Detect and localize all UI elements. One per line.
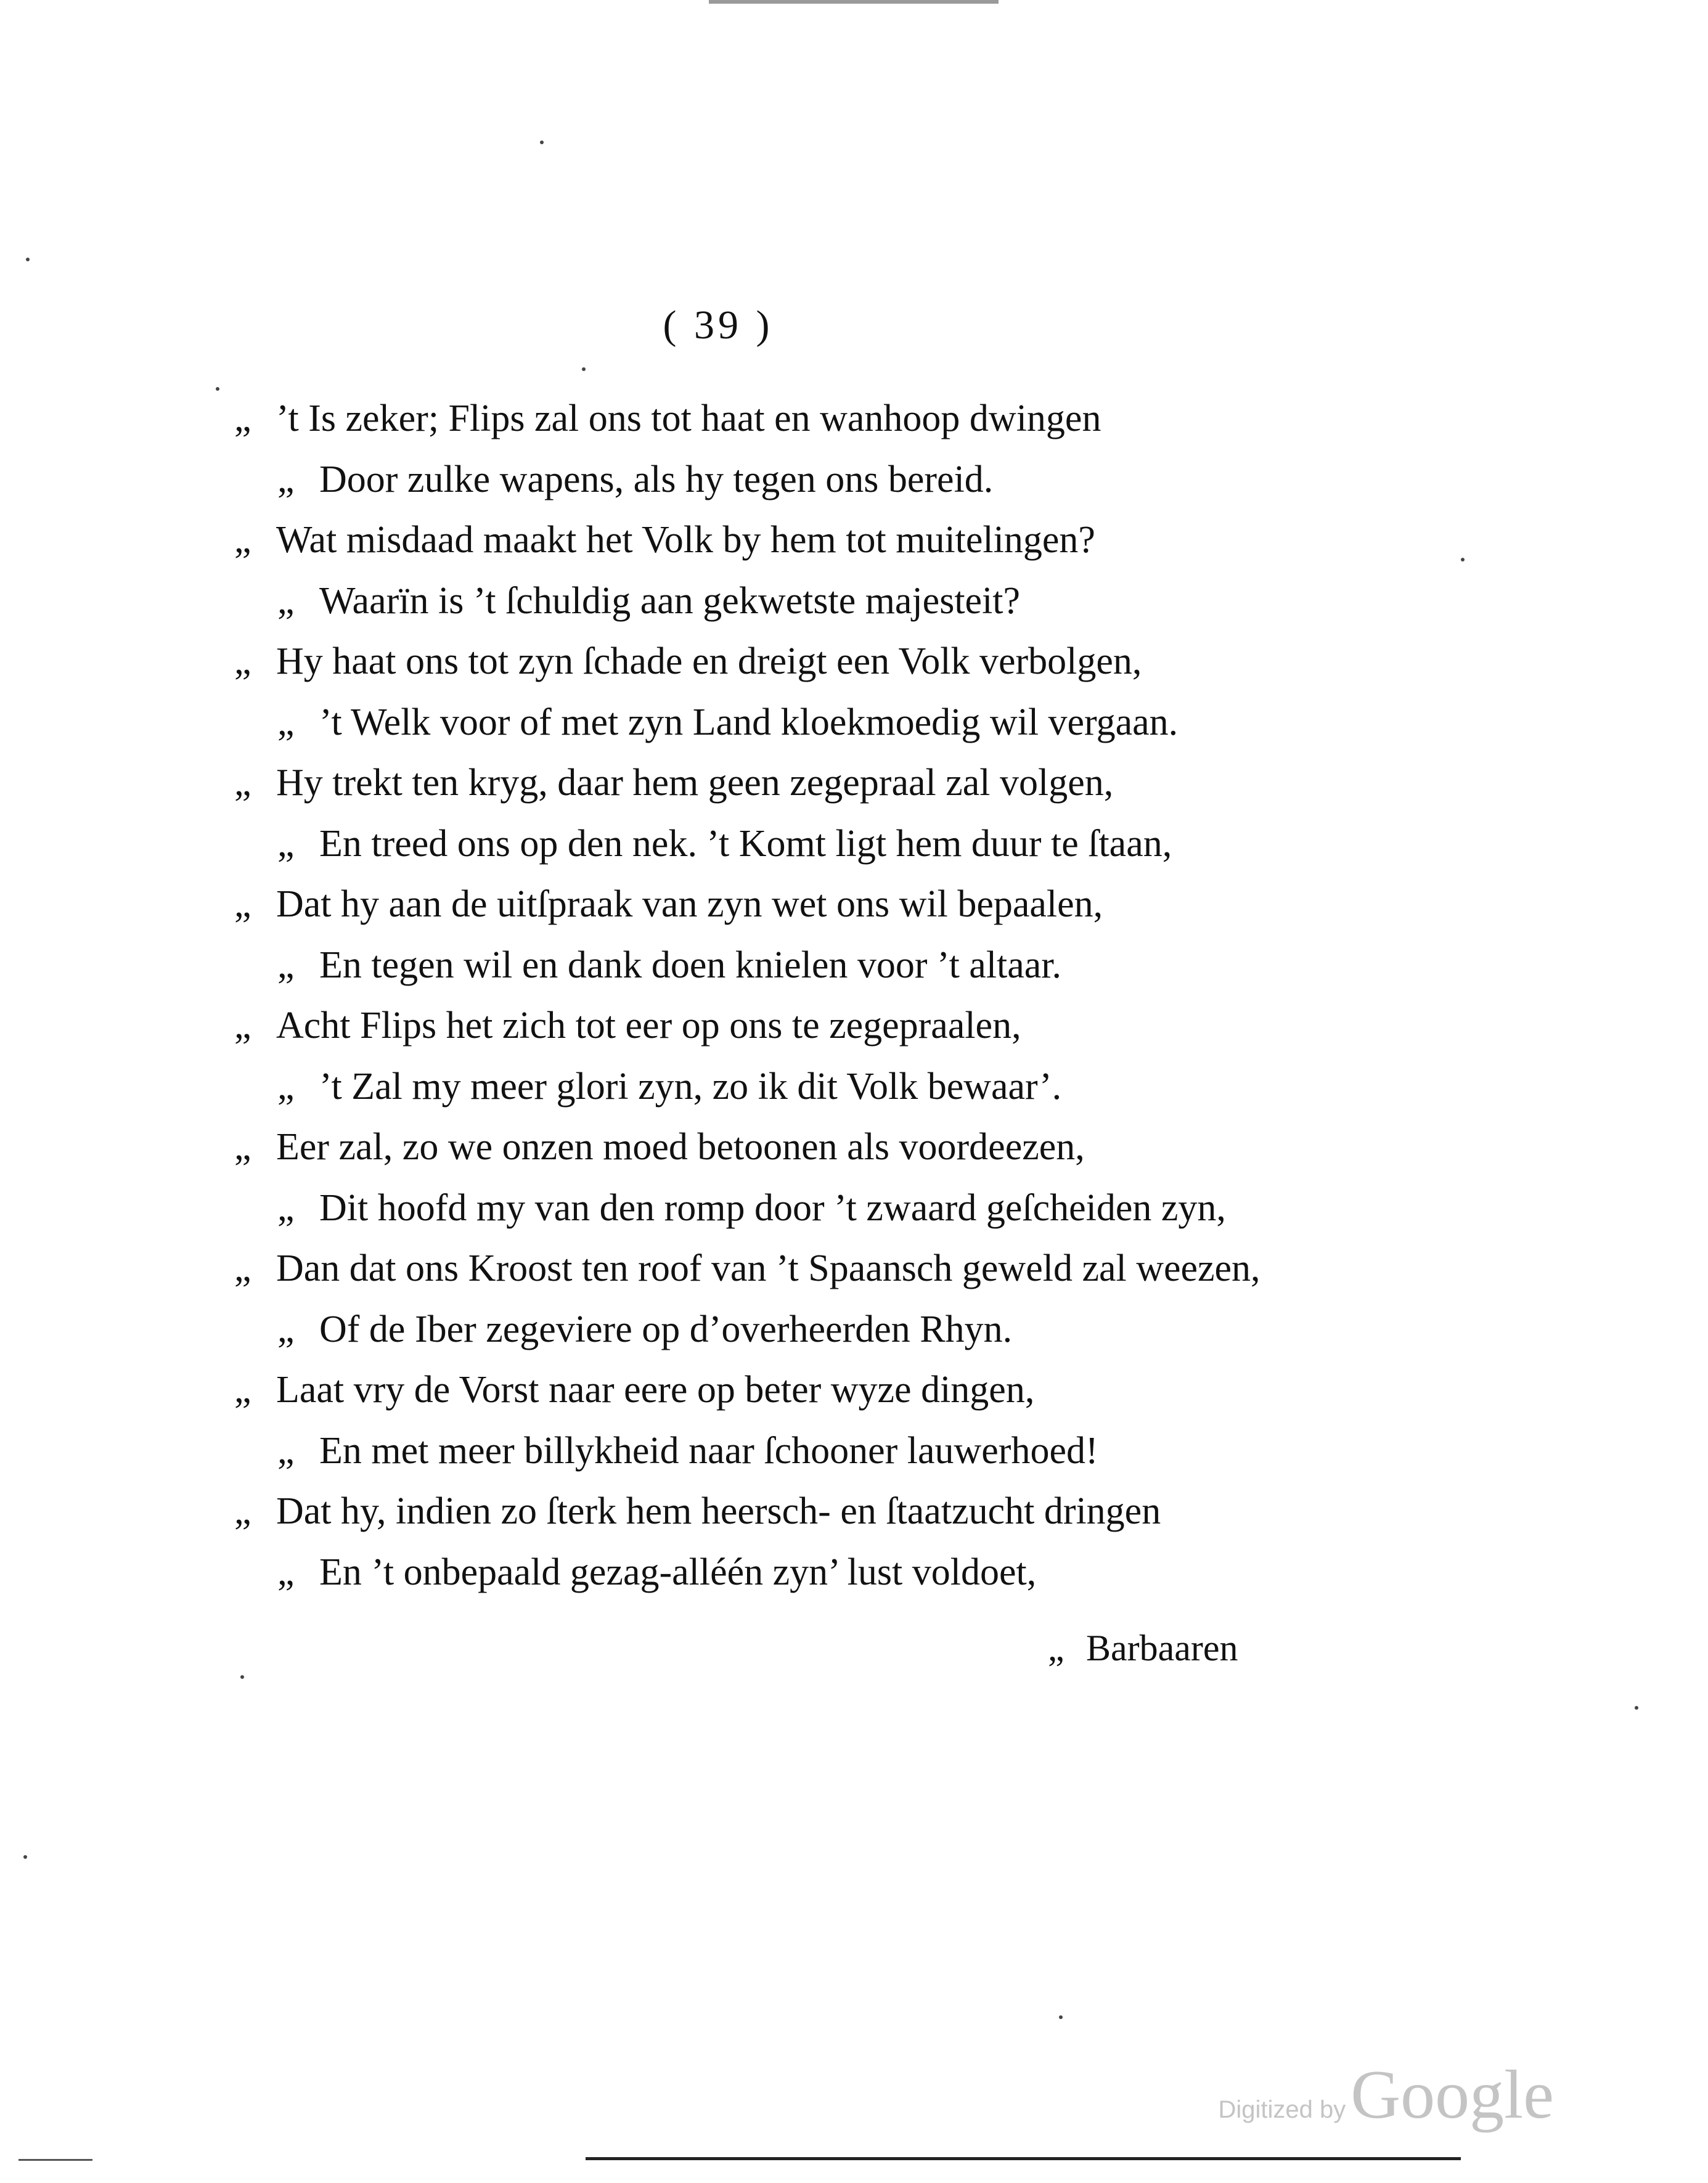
quote-mark: „ <box>234 519 251 561</box>
poem-line <box>234 692 1282 753</box>
poem-line <box>234 571 1282 632</box>
quote-mark: „ <box>234 883 251 925</box>
page-speck <box>23 1855 27 1859</box>
poem-line <box>234 1360 1282 1421</box>
poem-line <box>234 510 1282 571</box>
line-text: ’t Welk voor of met zyn Land kloekmoedig wil vergaan. <box>319 701 1179 743</box>
poem-text <box>234 388 1282 1602</box>
catchword-text: Barbaaren <box>1086 1628 1238 1668</box>
quote-mark: „ <box>277 701 295 743</box>
poem-line <box>234 753 1282 814</box>
poem-line <box>234 1117 1282 1178</box>
top-edge-rule <box>709 0 999 4</box>
line-text: Wat misdaad maakt het Volk by hem tot muitelingen? <box>276 519 1095 561</box>
page-speck <box>216 387 219 391</box>
poem-line <box>234 935 1282 996</box>
page-speck <box>240 1675 244 1679</box>
catchword <box>1048 1627 1238 1670</box>
google-logo: Google <box>1350 2057 1554 2133</box>
quote-mark: „ <box>234 1005 251 1047</box>
quote-mark: „ <box>277 1551 295 1593</box>
quote-mark: „ <box>234 1247 251 1289</box>
poem-line <box>234 1178 1282 1239</box>
page-number: ( 39 ) <box>663 303 774 348</box>
quote-mark: „ <box>277 1308 295 1350</box>
line-text: Dat hy, indien zo ſterk hem heersch- en ſtaatzucht dringen <box>276 1490 1161 1532</box>
quote-mark: „ <box>234 1490 251 1532</box>
page-speck <box>1059 2015 1063 2019</box>
poem-line <box>234 1238 1282 1299</box>
line-text: Laat vry de Vorst naar eere op beter wyze dingen, <box>276 1369 1035 1411</box>
quote-mark: „ <box>277 579 295 622</box>
line-text: Acht Flips het zich tot eer op ons te zegepraalen, <box>276 1005 1021 1047</box>
poem-line <box>234 874 1282 935</box>
line-text: ’t Zal my meer glori zyn, zo ik dit Volk bewaar’. <box>319 1065 1062 1108</box>
poem-line <box>234 1421 1282 1482</box>
quote-mark: „ <box>277 1429 295 1472</box>
quote-mark: „ <box>277 822 295 865</box>
quote-mark: „ <box>234 640 251 682</box>
quote-mark: „ <box>277 1186 295 1229</box>
page-speck <box>582 367 586 371</box>
watermark-prefix: Digitized by <box>1218 2096 1346 2123</box>
page-speck <box>540 141 544 144</box>
page-speck <box>1635 1706 1638 1710</box>
page-speck <box>26 258 30 261</box>
poem-line <box>234 1299 1282 1360</box>
quote-mark: „ <box>277 944 295 986</box>
line-text: Dat hy aan de uitſpraak van zyn wet ons wil bepaalen, <box>276 883 1103 925</box>
google-watermark <box>1219 2055 1554 2135</box>
line-text: En treed ons op den nek. ’t Komt ligt hem duur te ſtaan, <box>319 822 1172 865</box>
poem-line <box>234 1542 1282 1603</box>
quote-mark: „ <box>277 458 295 500</box>
line-text: Hy trekt ten kryg, daar hem geen zegepraal zal volgen, <box>276 762 1114 804</box>
line-text: En tegen wil en dank doen knielen voor ’t altaar. <box>319 944 1062 986</box>
poem-line <box>234 814 1282 875</box>
quote-mark: „ <box>234 762 251 804</box>
line-text: Of de Iber zegeviere op d’overheerden Rhyn. <box>319 1308 1013 1350</box>
bottom-edge-rule <box>586 2157 1461 2160</box>
quote-mark: „ <box>234 398 251 439</box>
poem-line <box>234 1056 1282 1117</box>
line-text: Dan dat ons Kroost ten roof van ’t Spaansch geweld zal weezen, <box>276 1247 1261 1289</box>
page-speck <box>1461 558 1465 561</box>
line-text: En met meer billykheid naar ſchooner lauwerhoed! <box>319 1429 1098 1472</box>
quote-mark: „ <box>277 1065 295 1108</box>
line-text: Hy haat ons tot zyn ſchade en dreigt een Volk verbolgen, <box>276 640 1142 682</box>
quote-mark: „ <box>234 1126 251 1168</box>
line-text: Dit hoofd my van den romp door ’t zwaard geſcheiden zyn, <box>319 1186 1226 1229</box>
poem-line <box>234 995 1282 1056</box>
line-text: Waarïn is ’t ſchuldig aan gekwetste majesteit? <box>319 579 1021 622</box>
bottom-edge-rule-left <box>18 2159 92 2161</box>
quote-mark: „ <box>234 1369 251 1411</box>
line-text: ’t Is zeker; Flips zal ons tot haat en wanhoop dwingen <box>276 398 1101 439</box>
line-text: En ’t onbepaald gezag-alléén zyn’ lust voldoet, <box>319 1551 1037 1593</box>
line-text: Door zulke wapens, als hy tegen ons bereid. <box>319 458 994 500</box>
poem-line <box>234 631 1282 692</box>
poem-line <box>234 449 1282 510</box>
line-text: Eer zal, zo we onzen moed betoonen als voordeezen, <box>276 1126 1085 1168</box>
poem-line <box>234 388 1282 449</box>
poem-line <box>234 1481 1282 1542</box>
quote-mark: „ <box>1048 1628 1064 1668</box>
